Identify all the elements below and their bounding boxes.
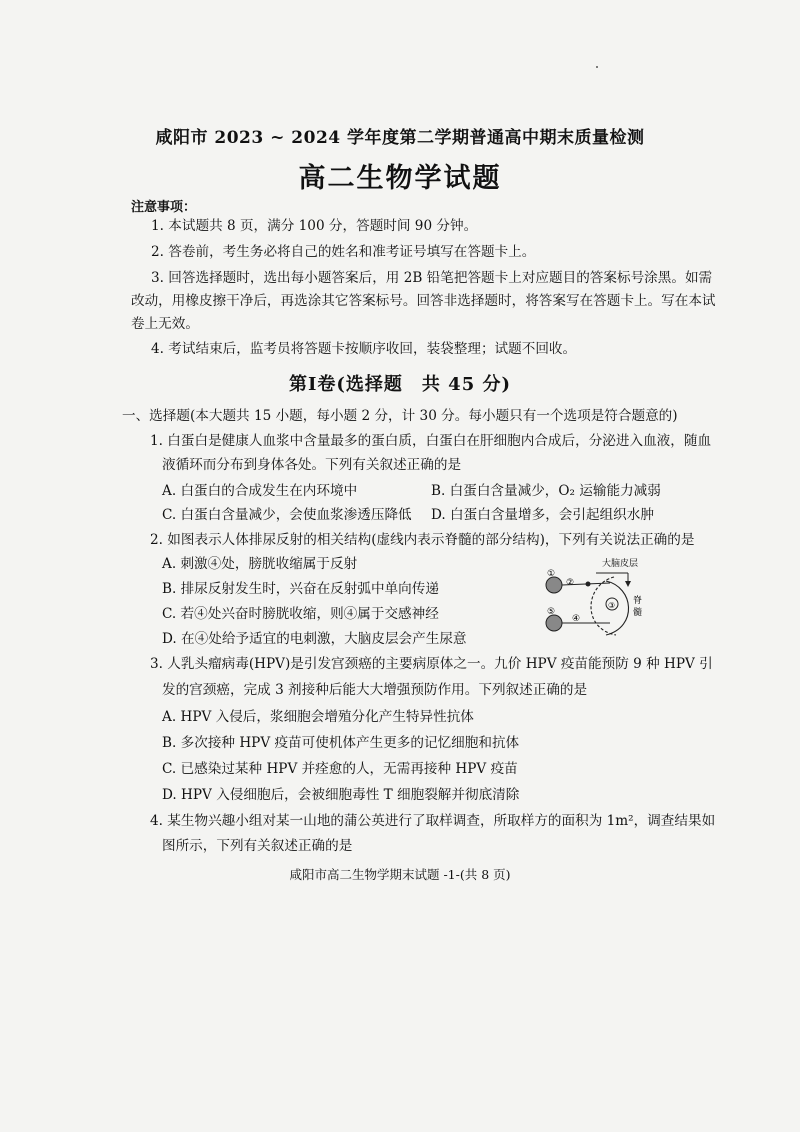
label-spinal-2: 髓 <box>633 608 643 618</box>
notice-line-1: 1. 本试题共 8 页，满分 100 分，答题时间 90 分钟。 <box>151 218 478 234</box>
reflex-arc-diagram <box>536 551 660 639</box>
q3-stem-2: 发的宫颈癌，完成 3 剂接种后能大大增强预防作用。下列叙述正确的是 <box>162 682 588 698</box>
q1-option-b: B. 白蛋白含量减少，O₂ 运输能力减弱 <box>431 483 661 499</box>
q3-option-a: A. HPV 入侵后，浆细胞会增殖分化产生特异性抗体 <box>162 709 474 725</box>
q2-stem: 2. 如图表示人体排尿反射的相关结构(虚线内表示脊髓的部分结构)，下列有关说法正确的是 <box>150 532 695 548</box>
marker-5: ⑤ <box>547 607 556 617</box>
cortex-arrow-head <box>625 581 631 587</box>
q1-option-a: A. 白蛋白的合成发生在内环境中 <box>162 483 358 499</box>
page-footer: 咸阳市高二生物学期末试题 -1-(共 8 页) <box>289 867 511 882</box>
notice-line-3: 3. 回答选择题时，选出每小题答案后，用 2B 铅笔把答题卡上对应题目的答案标号涂黑。如需 <box>151 270 713 286</box>
notice-line-2: 2. 答卷前，考生务必将自己的姓名和准考证号填写在答题卡上。 <box>151 244 536 260</box>
q2-option-a: A. 刺激④处，膀胱收缩属于反射 <box>162 556 358 572</box>
q3-option-b: B. 多次接种 HPV 疫苗可使机体产生更多的记忆细胞和抗体 <box>162 735 520 751</box>
exam-header: 咸阳市 2023 ~ 2024 学年度第二学期普通高中期末质量检测 <box>155 128 645 148</box>
marker-1: ① <box>547 569 556 579</box>
notice-line-4: 4. 考试结束后，监考员将答题卡按顺序收回，装袋整理；试题不回收。 <box>151 341 577 357</box>
q3-option-c: C. 已感染过某种 HPV 并痊愈的人，无需再接种 HPV 疫苗 <box>162 761 518 777</box>
synapse-dot <box>586 582 591 587</box>
q1-stem-2: 液循环而分布到身体各处。下列有关叙述正确的是 <box>162 457 462 473</box>
q2-option-d: D. 在④处给予适宜的电刺激，大脑皮层会产生尿意 <box>162 631 467 647</box>
node-5-effector <box>546 615 562 631</box>
marker-3: ③ <box>608 601 616 610</box>
exam-title: 高二生物学试题 <box>298 163 502 194</box>
q1-stem-1: 1. 白蛋白是健康人血浆中含量最多的蛋白质，白蛋白在肝细胞内合成后，分泌进入血液，随血 <box>150 433 712 449</box>
q4-stem-1: 4. 某生物兴趣小组对某一山地的蒲公英进行了取样调查，所取样方的面积为 1m²，调查结果如 <box>150 813 716 829</box>
notice-line-3-cont: 改动，用橡皮擦干净后，再选涂其它答案标号。回答非选择题时，将答案写在答题卡上。写在本试 <box>131 293 716 309</box>
marker-2: ② <box>566 578 575 588</box>
part-heading: 一、选择题(本大题共 15 小题，每小题 2 分，计 30 分。每小题只有一个选项是符合题意的) <box>122 408 678 424</box>
q3-option-d: D. HPV 入侵细胞后，会被细胞毒性 T 细胞裂解并彻底清除 <box>162 787 520 803</box>
notice-line-3-end: 卷上无效。 <box>131 316 199 332</box>
q1-option-d: D. 白蛋白含量增多，会引起组织水肿 <box>431 507 654 523</box>
label-spinal-1: 脊 <box>633 596 643 606</box>
q2-option-b: B. 排尿反射发生时，兴奋在反射弧中单向传递 <box>162 581 439 597</box>
section-title: 第Ⅰ卷(选择题 共 45 分) <box>288 374 512 395</box>
q1-option-c: C. 白蛋白含量减少，会使血浆渗透压降低 <box>162 507 412 523</box>
q2-option-c: C. 若④处兴奋时膀胱收缩，则④属于交感神经 <box>162 606 439 622</box>
q3-stem-1: 3. 人乳头瘤病毒(HPV)是引发宫颈癌的主要病原体之一。九价 HPV 疫苗能预防 9 种 HPV 引 <box>150 656 713 672</box>
q4-stem-2: 图所示，下列有关叙述正确的是 <box>162 838 353 854</box>
label-cortex: 大脑皮层 <box>602 559 639 569</box>
scan-speck <box>596 66 598 68</box>
node-1-receptor <box>546 577 562 593</box>
notice-heading: 注意事项： <box>131 200 197 215</box>
marker-4: ④ <box>572 614 581 624</box>
